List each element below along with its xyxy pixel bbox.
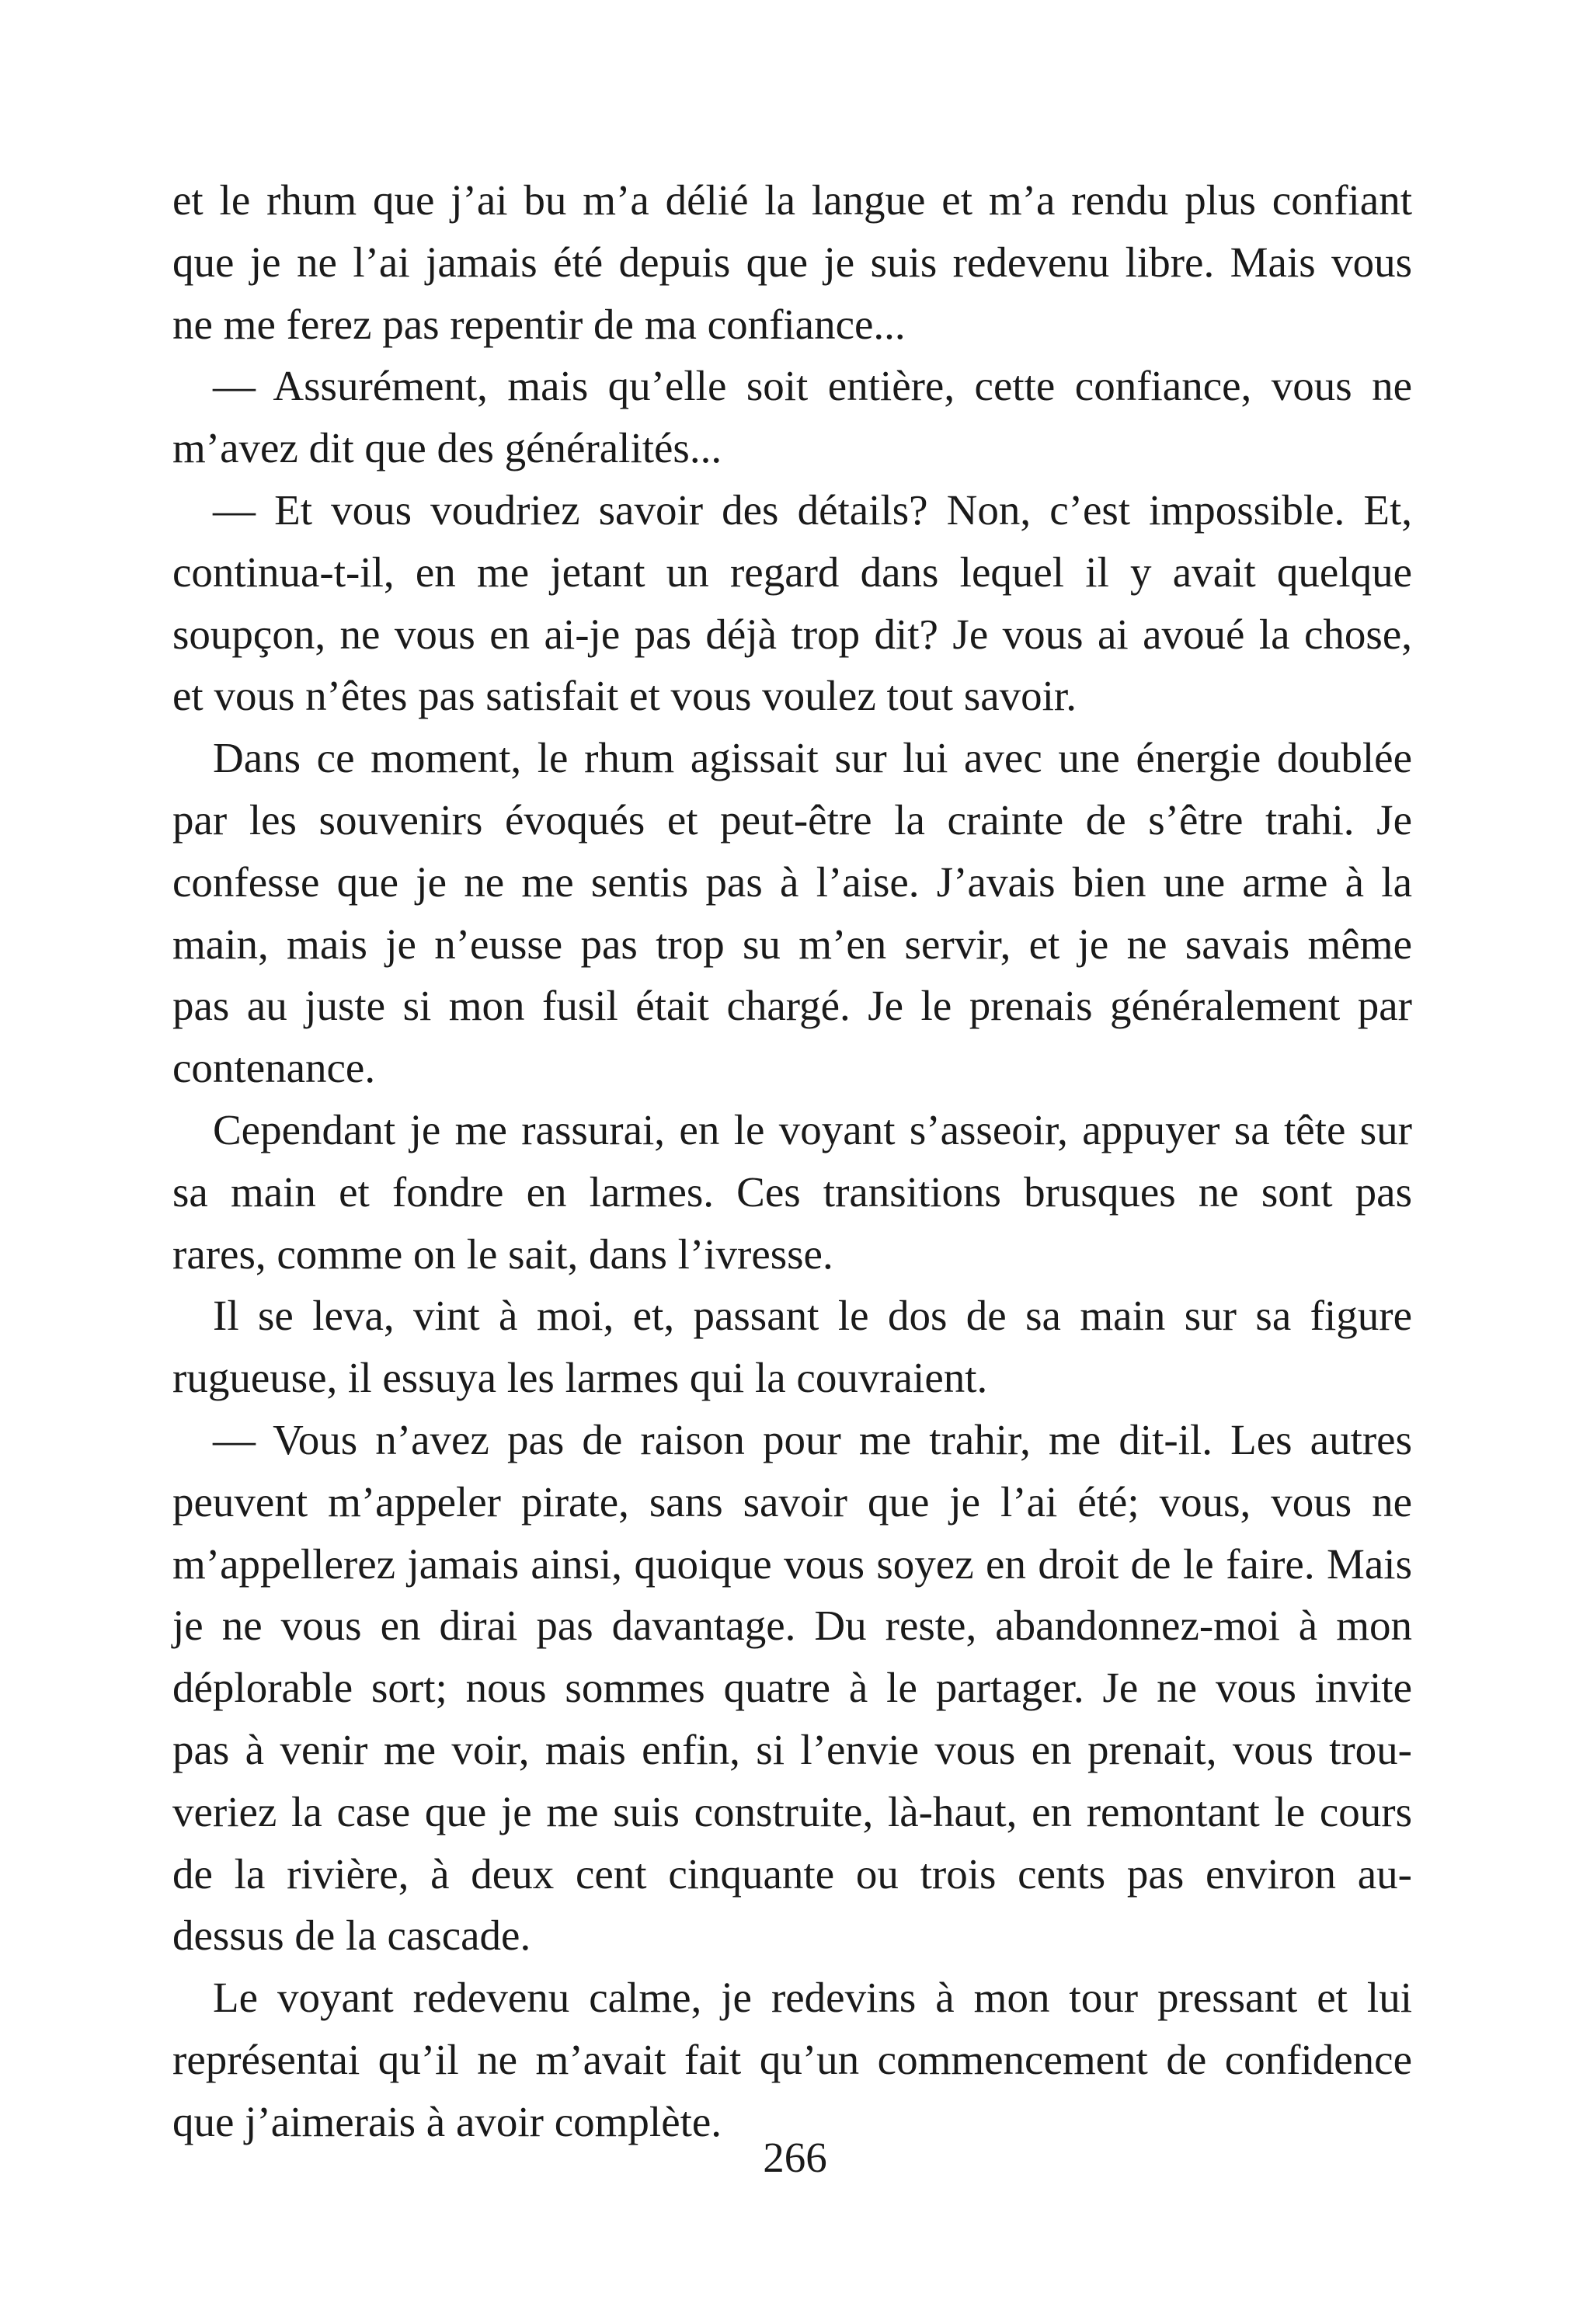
text-line: main, mais je n’eusse pas trop su m’en servir, et je ne savais même [172,920,1412,968]
text-line: ne me ferez pas repentir de ma confiance... [172,300,906,348]
text-line: continua-t-il, en me jetant un regard dans lequel il y avait quelque [172,548,1412,596]
text-line: — Et vous voudriez savoir des détails? Non, c’est impossible. Et, [213,485,1412,534]
text-line: m’avez dit que des généralités... [172,424,722,472]
page-body [172,169,1412,2153]
text-line: déplorable sort; nous sommes quatre à le partager. Je ne vous invite [172,1664,1412,1712]
text-line: pas à venir me voir, mais enfin, si l’envie vous en prenait, vous trou- [172,1725,1412,1773]
text-line: de la rivière, à deux cent cinquante ou trois cents pas environ au- [172,1849,1412,1898]
text-line: Le voyant redevenu calme, je redevins à mon tour pressant et lui [213,1974,1412,2022]
text-line: — Assurément, mais qu’elle soit entière, cette confiance, vous ne [213,362,1412,410]
text-line: je ne vous en dirai pas davantage. Du reste, abandonnez-moi à mon [172,1602,1412,1650]
page-number: 266 [763,2134,827,2181]
text-line: sa main et fondre en larmes. Ces transitions brusques ne sont pas [172,1167,1412,1216]
text-line: et le rhum que j’ai bu m’a délié la langue et m’a rendu plus confiant [172,176,1412,224]
text-line: pas au juste si mon fusil était chargé. Je le prenais généralement par [172,982,1412,1030]
text-line: soupçon, ne vous en ai-je pas déjà trop dit? Je vous ai avoué la chose, [172,610,1412,658]
text-line: confesse que je ne me sentis pas à l’aise. J’avais bien une arme à la [172,858,1412,906]
text-line: que je ne l’ai jamais été depuis que je suis redevenu libre. Mais vous [172,238,1412,286]
text-line: que j’aimerais à avoir complète. [172,2097,722,2145]
text-line: contenance. [172,1044,376,1092]
text-line: rugueuse, il essuya les larmes qui la couvraient. [172,1354,988,1402]
text-line: Cependant je me rassurai, en le voyant s’asseoir, appuyer sa tête sur [213,1105,1412,1153]
text-line: représentai qu’il ne m’avait fait qu’un commencement de confidence [172,2035,1412,2083]
text-line: et vous n’êtes pas satisfait et vous voulez tout savoir. [172,672,1077,720]
text-line: m’appellerez jamais ainsi, quoique vous soyez en droit de le faire. Mais [172,1539,1412,1588]
text-line: Il se leva, vint à moi, et, passant le dos de sa main sur sa figure [213,1292,1412,1340]
text-line: rares, comme on le sait, dans l’ivresse. [172,1230,833,1278]
text-line: veriez la case que je me suis construite, là-haut, en remontant le cours [172,1787,1412,1835]
text-line: dessus de la cascade. [172,1912,531,1960]
text-line: — Vous n’avez pas de raison pour me trahir, me dit-il. Les autres [213,1415,1412,1463]
text-line: par les souvenirs évoqués et peut-être la crainte de s’être trahi. Je [172,795,1412,844]
text-line: Dans ce moment, le rhum agissait sur lui avec une énergie doublée [213,734,1412,782]
text-line: peuvent m’appeler pirate, sans savoir que je l’ai été; vous, vous ne [172,1477,1412,1526]
